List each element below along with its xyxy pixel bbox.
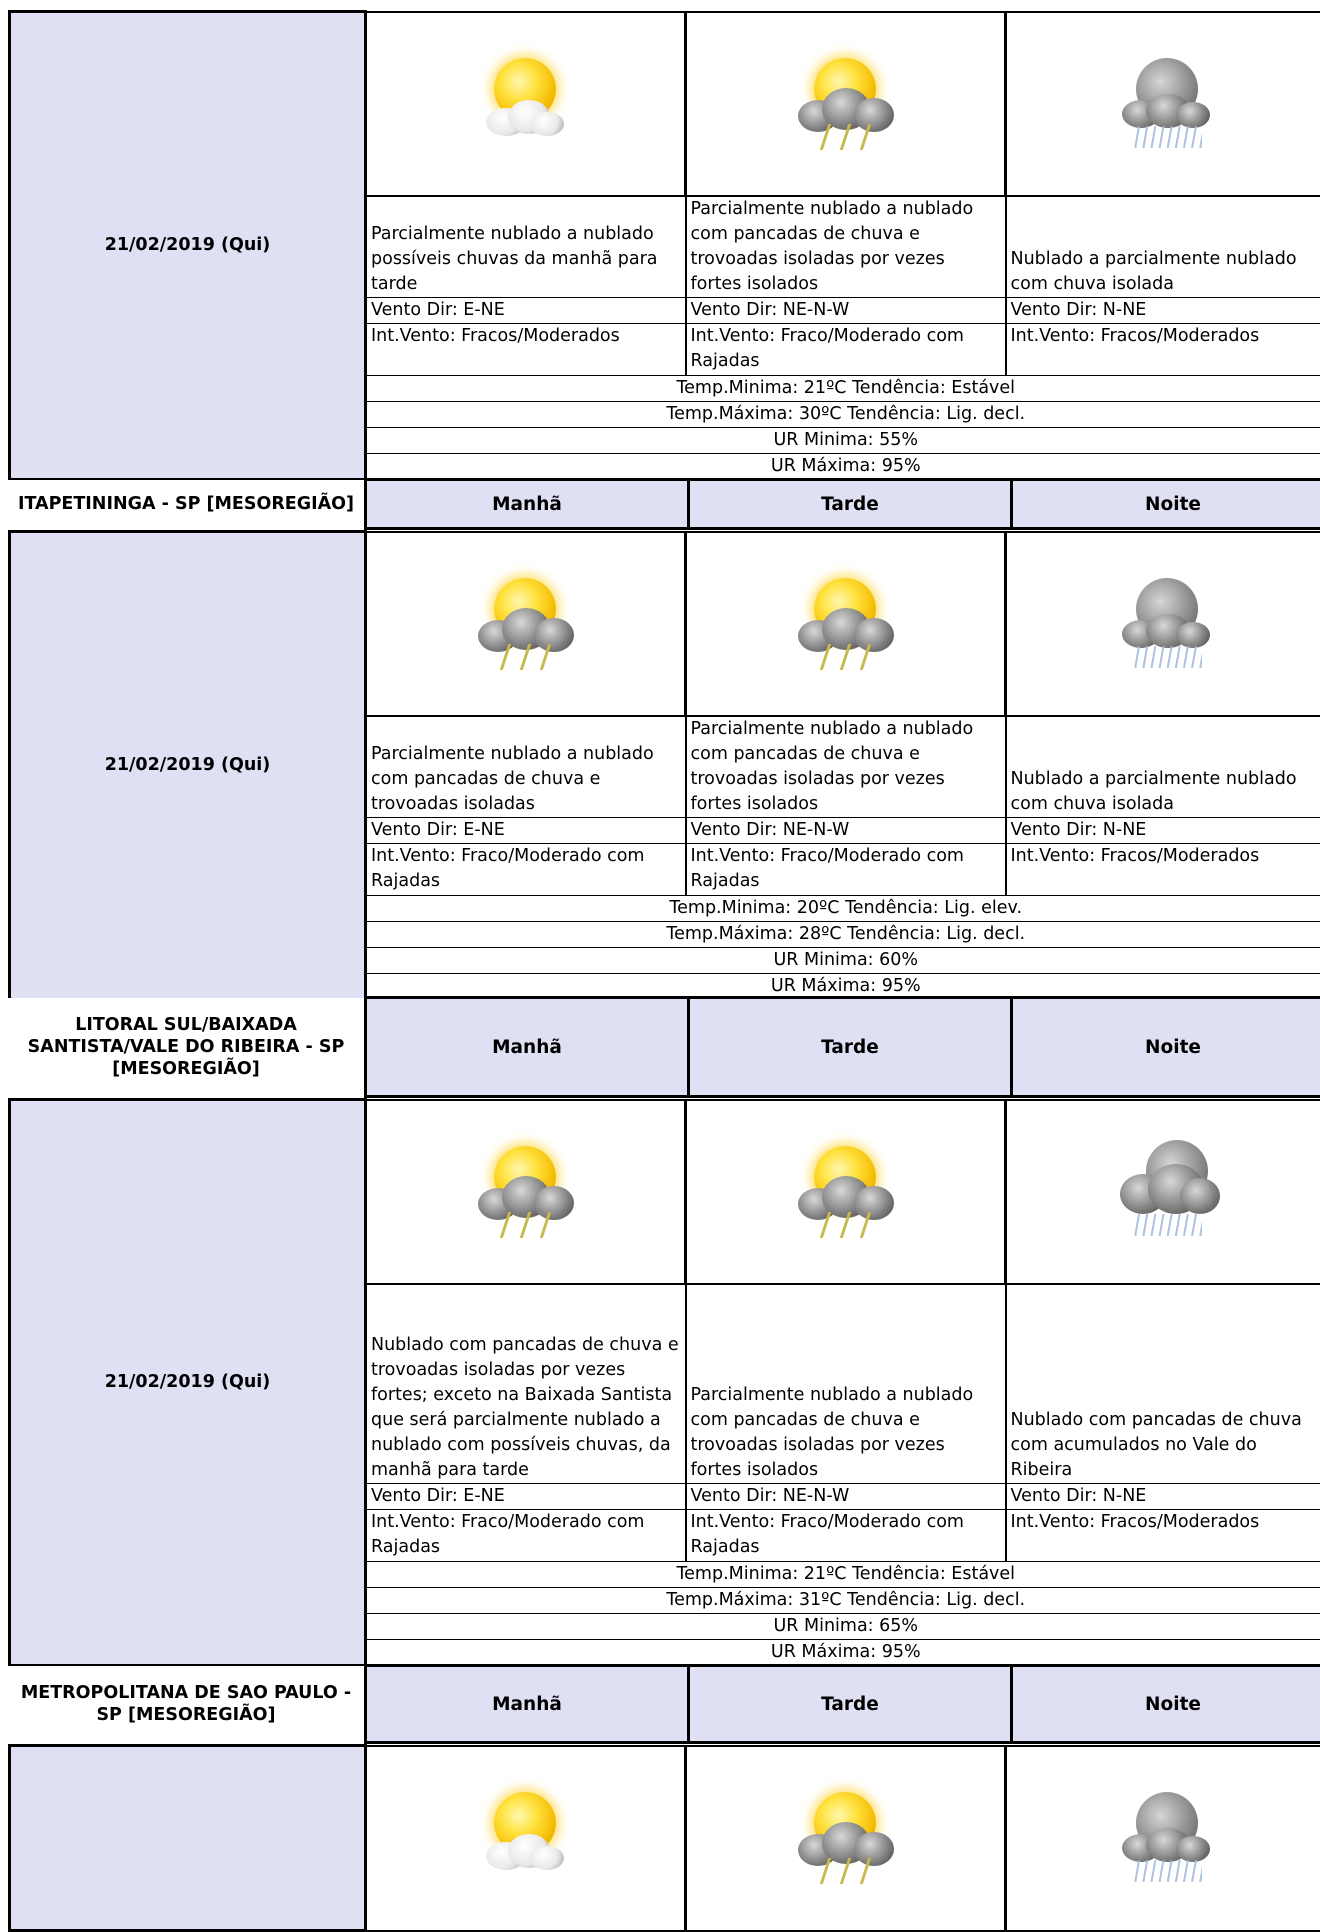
sun-thunderstorm-icon — [786, 40, 906, 160]
sun-small-cloud-icon — [466, 40, 586, 160]
condition-text: Nublado a parcialmente nublado com chuva isolada — [1006, 716, 1320, 818]
forecast-block — [8, 10, 1320, 481]
wind-intensity: Int.Vento: Fraco/Moderado com Rajadas — [686, 323, 1006, 375]
wind-direction: Vento Dir: NE-N-W — [686, 817, 1006, 843]
temp-min: Temp.Minima: 20ºC Tendência: Lig. elev. — [366, 895, 1320, 921]
period-header-manha: Manhã — [366, 1666, 689, 1743]
wind-intensity: Int.Vento: Fracos/Moderados — [1006, 1510, 1320, 1562]
wind-intensity: Int.Vento: Fraco/Moderado com Rajadas — [366, 1510, 686, 1562]
forecast-date: 21/02/2019 (Qui) — [10, 12, 366, 480]
sun-thunderstorm-icon — [786, 560, 906, 680]
region-header — [8, 1664, 1320, 1744]
moon-cloud-rain-icon — [1106, 1774, 1226, 1894]
wind-intensity: Int.Vento: Fracos/Moderados — [1006, 323, 1320, 375]
period-header-tarde: Tarde — [689, 480, 1012, 529]
period-header-noite: Noite — [1012, 480, 1320, 529]
ur-min: UR Minima: 55% — [366, 427, 1320, 453]
condition-text: Parcialmente nublado a nublado com pancadas de chuva e trovoadas isoladas — [366, 716, 686, 818]
wind-intensity: Int.Vento: Fraco/Moderado com Rajadas — [366, 843, 686, 895]
region-header — [8, 996, 1320, 1098]
condition-text: Nublado com pancadas de chuva com acumulados no Vale do Ribeira — [1006, 1284, 1320, 1484]
icon-cell-noite — [1006, 532, 1320, 716]
temp-min: Temp.Minima: 21ºC Tendência: Estável — [366, 1562, 1320, 1588]
temp-max: Temp.Máxima: 31ºC Tendência: Lig. decl. — [366, 1588, 1320, 1614]
condition-text: Parcialmente nublado a nublado possíveis chuvas da manhã para tarde — [366, 196, 686, 298]
condition-text: Nublado com pancadas de chuva e trovoadas isoladas por vezes fortes; exceto na Baixada Santista que será parcialmente nublado a nublado com possíveis chuvas, da manhã para tarde — [366, 1284, 686, 1484]
icon-cell-noite — [1006, 12, 1320, 196]
forecast-date — [10, 1746, 366, 1931]
region-name: LITORAL SUL/BAIXADA SANTISTA/VALE DO RIBEIRA - SP [MESOREGIÃO] — [8, 998, 366, 1097]
sun-thunderstorm-icon — [786, 1128, 906, 1248]
sun-thunderstorm-icon — [786, 1774, 906, 1894]
condition-text: Parcialmente nublado a nublado com pancadas de chuva e trovoadas isoladas por vezes fortes isolados — [686, 716, 1006, 818]
period-header-manha: Manhã — [366, 998, 689, 1097]
sun-thunderstorm-icon — [466, 1128, 586, 1248]
icon-cell-tarde — [686, 12, 1006, 196]
region-name: ITAPETININGA - SP [MESOREGIÃO] — [8, 480, 366, 529]
sun-thunderstorm-icon — [466, 560, 586, 680]
moon-heavy-cloud-rain-icon — [1106, 1128, 1226, 1248]
icon-cell-noite — [1006, 1100, 1320, 1284]
wind-direction: Vento Dir: N-NE — [1006, 297, 1320, 323]
icon-cell-manha — [366, 1100, 686, 1284]
ur-min: UR Minima: 65% — [366, 1614, 1320, 1640]
wind-intensity: Int.Vento: Fraco/Moderado com Rajadas — [686, 1510, 1006, 1562]
icon-cell-manha — [366, 1746, 686, 1931]
condition-text: Nublado a parcialmente nublado com chuva isolada — [1006, 196, 1320, 298]
wind-direction: Vento Dir: E-NE — [366, 817, 686, 843]
period-header-noite: Noite — [1012, 1666, 1320, 1743]
ur-min: UR Minima: 60% — [366, 947, 1320, 973]
forecast-date: 21/02/2019 (Qui) — [10, 1100, 366, 1666]
region-name: METROPOLITANA DE SAO PAULO - SP [MESOREGIÃO] — [8, 1666, 366, 1743]
icon-cell-manha — [366, 532, 686, 716]
wind-direction: Vento Dir: N-NE — [1006, 817, 1320, 843]
forecast-block — [8, 1744, 1320, 1932]
forecast-block — [8, 530, 1320, 1001]
sun-small-cloud-icon — [466, 1774, 586, 1894]
ur-max: UR Máxima: 95% — [366, 453, 1320, 479]
wind-intensity: Int.Vento: Fraco/Moderado com Rajadas — [686, 843, 1006, 895]
wind-intensity: Int.Vento: Fracos/Moderados — [366, 323, 686, 375]
wind-direction: Vento Dir: NE-N-W — [686, 297, 1006, 323]
temp-max: Temp.Máxima: 28ºC Tendência: Lig. decl. — [366, 921, 1320, 947]
condition-text: Parcialmente nublado a nublado com pancadas de chuva e trovoadas isoladas por vezes fortes isolados — [686, 196, 1006, 298]
condition-text: Parcialmente nublado a nublado com pancadas de chuva e trovoadas isoladas por vezes fortes isolados — [686, 1284, 1006, 1484]
region-header — [8, 478, 1320, 530]
wind-direction: Vento Dir: E-NE — [366, 297, 686, 323]
icon-cell-tarde — [686, 532, 1006, 716]
icon-cell-manha — [366, 12, 686, 196]
ur-max: UR Máxima: 95% — [366, 1640, 1320, 1666]
wind-direction: Vento Dir: E-NE — [366, 1484, 686, 1510]
period-header-tarde: Tarde — [689, 998, 1012, 1097]
period-header-manha: Manhã — [366, 480, 689, 529]
wind-intensity: Int.Vento: Fracos/Moderados — [1006, 843, 1320, 895]
forecast-date: 21/02/2019 (Qui) — [10, 532, 366, 1000]
forecast-block — [8, 1098, 1320, 1667]
icon-cell-tarde — [686, 1746, 1006, 1931]
temp-max: Temp.Máxima: 30ºC Tendência: Lig. decl. — [366, 401, 1320, 427]
temp-min: Temp.Minima: 21ºC Tendência: Estável — [366, 375, 1320, 401]
wind-direction: Vento Dir: N-NE — [1006, 1484, 1320, 1510]
icon-cell-tarde — [686, 1100, 1006, 1284]
wind-direction: Vento Dir: NE-N-W — [686, 1484, 1006, 1510]
icon-cell-noite — [1006, 1746, 1320, 1931]
period-header-noite: Noite — [1012, 998, 1320, 1097]
moon-cloud-rain-icon — [1106, 40, 1226, 160]
moon-cloud-rain-icon — [1106, 560, 1226, 680]
ur-max: UR Máxima: 95% — [366, 973, 1320, 999]
period-header-tarde: Tarde — [689, 1666, 1012, 1743]
